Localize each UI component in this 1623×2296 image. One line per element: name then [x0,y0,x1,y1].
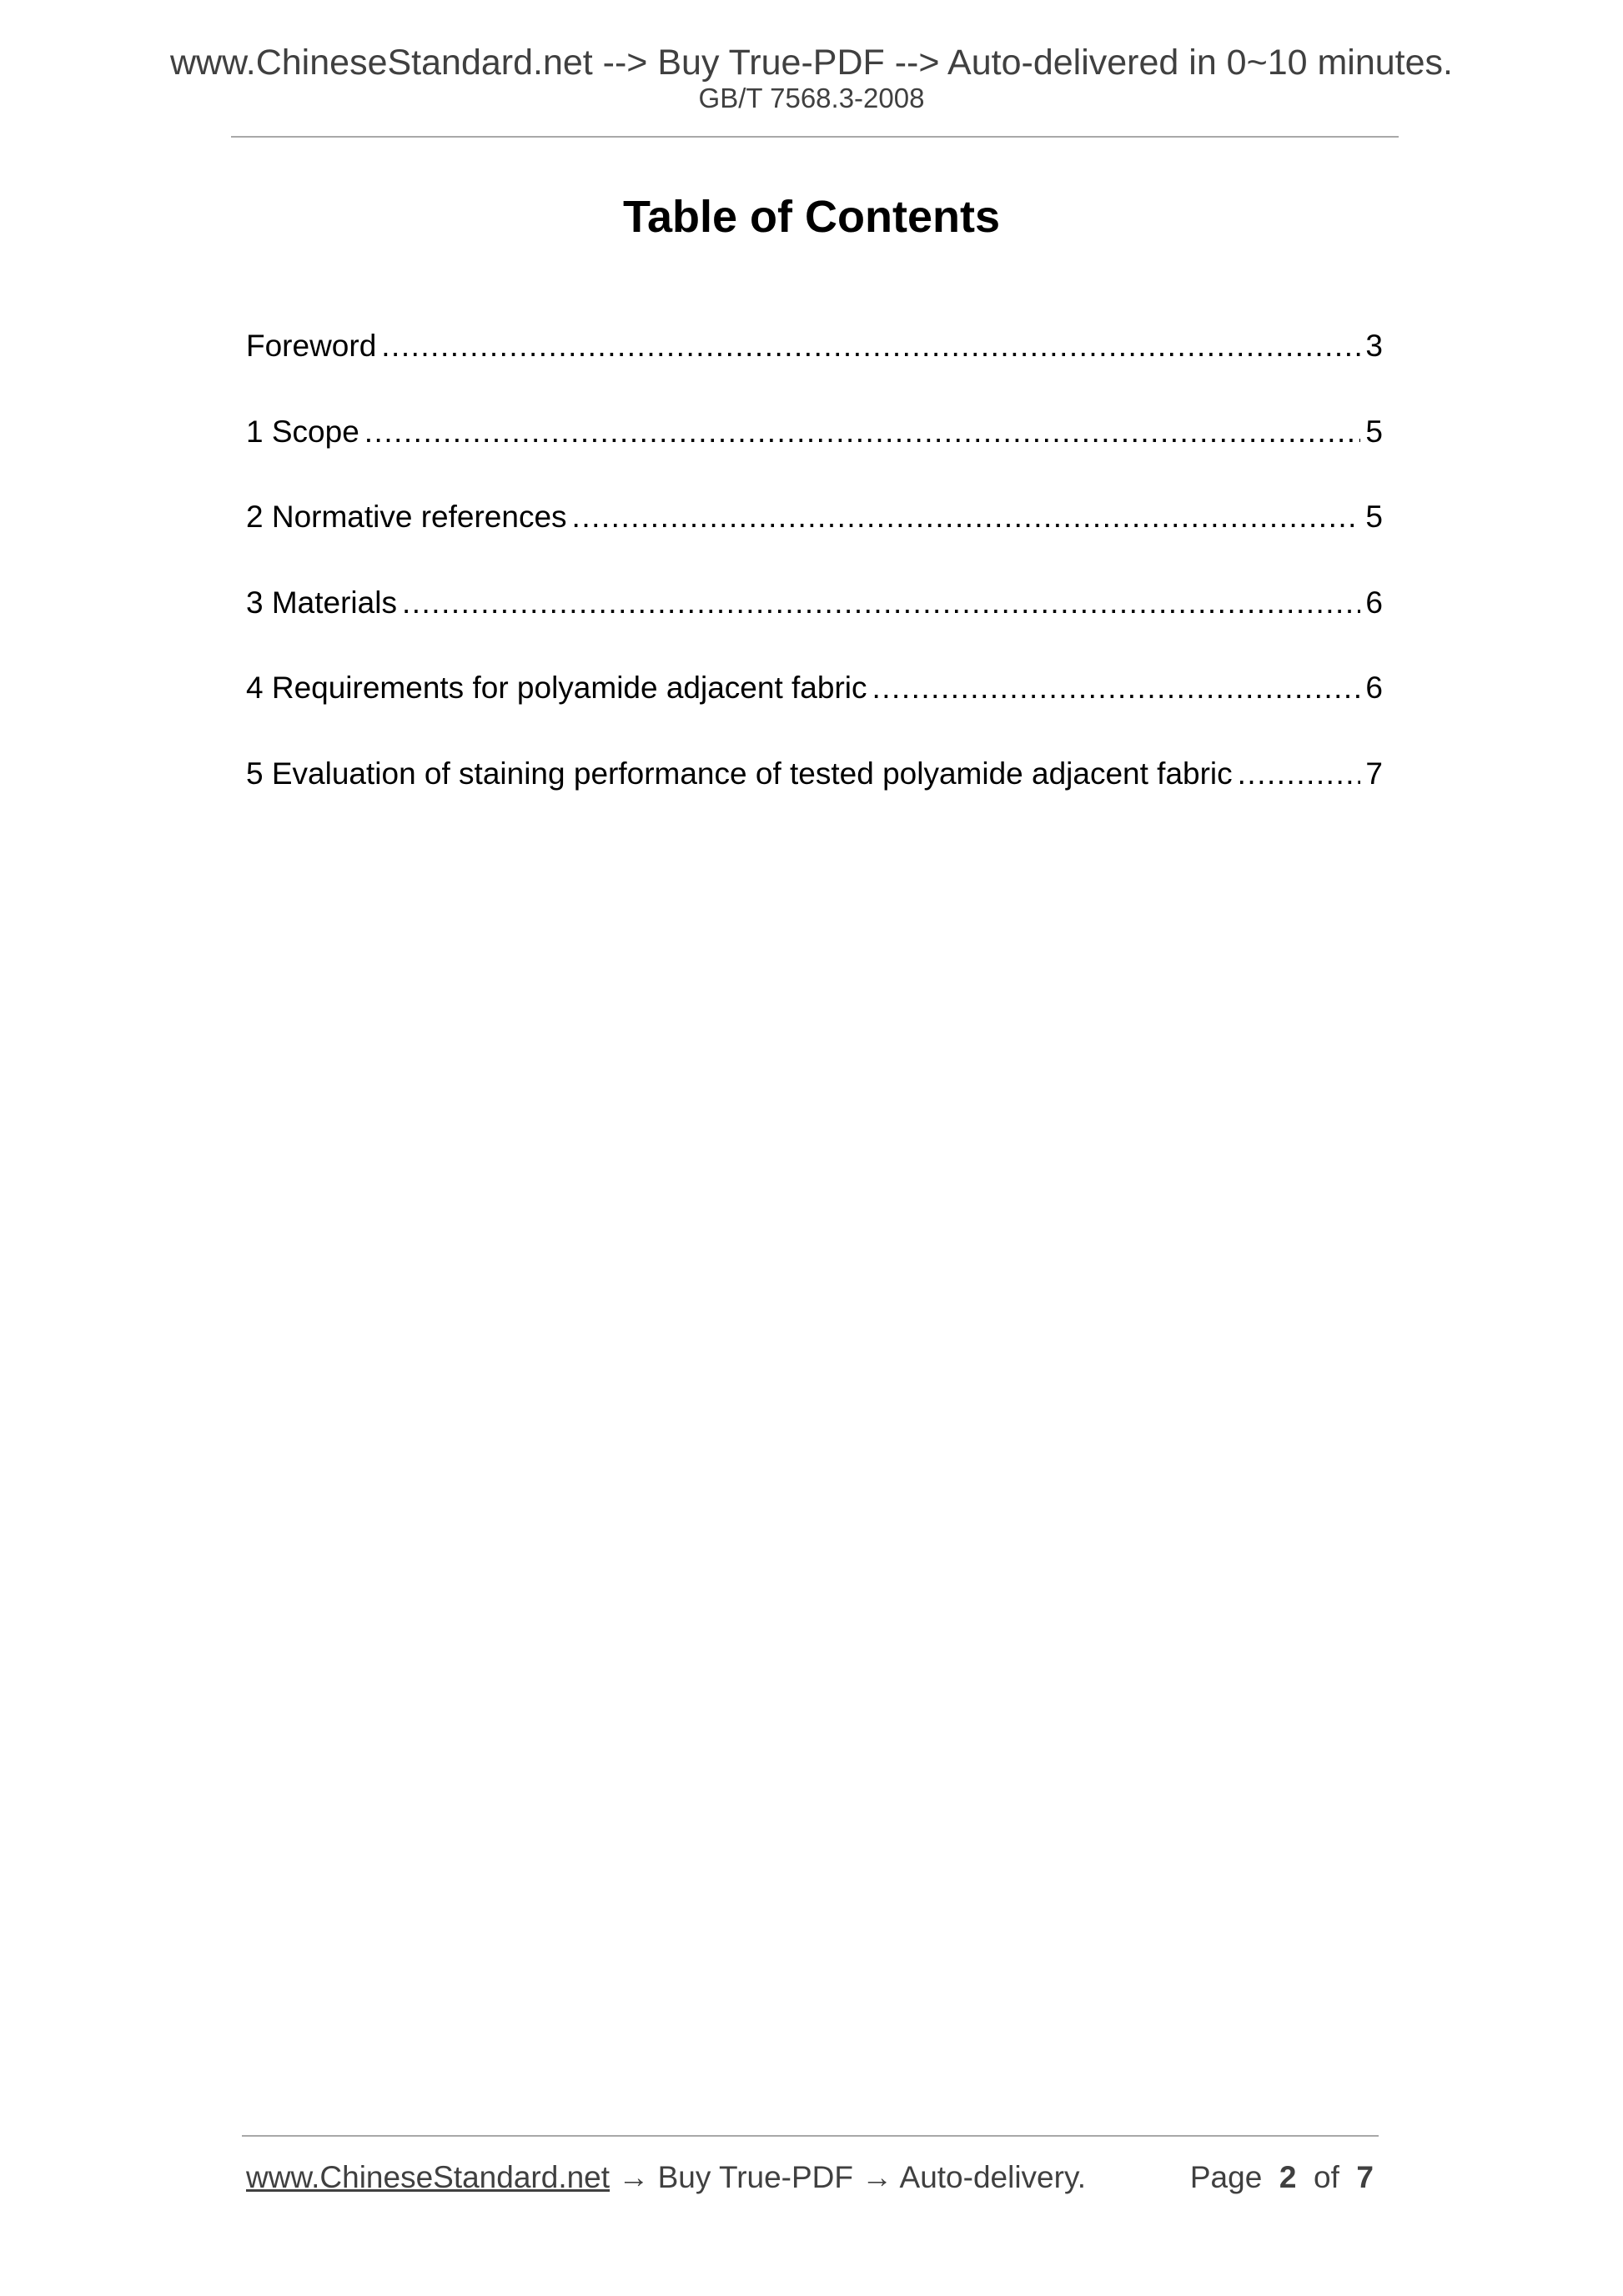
toc-entry-normative-references[interactable] [246,496,1383,582]
toc-entry-evaluation[interactable] [246,753,1383,839]
footer-tagline: → Buy True-PDF → Auto-delivery. [618,2160,1086,2194]
page-word: Page [1189,2160,1263,2194]
toc-entry-requirements[interactable] [246,667,1383,753]
toc-leader-dots [402,582,1360,624]
toc-entry-materials[interactable] [246,582,1383,668]
toc-leader-dots [381,325,1360,367]
toc-entry-label: 4 Requirements for polyamide adjacent fabric [246,671,867,706]
toc-entry-foreword[interactable] [246,325,1383,411]
toc-entry-scope[interactable] [246,411,1383,497]
toc-leader-dots [364,411,1361,453]
footer-site-link[interactable]: www.ChineseStandard.net [246,2160,611,2194]
toc-entry-page: 6 [1365,585,1383,620]
table-of-contents [246,325,1383,839]
page-title: Table of Contents [623,192,1000,242]
page-indicator [1190,2157,1374,2198]
toc-leader-dots [872,667,1361,709]
toc-entry-page: 7 [1365,756,1383,791]
toc-entry-label: 2 Normative references [246,500,567,535]
toc-leader-dots [572,496,1361,538]
header-banner: www.ChineseStandard.net --> Buy True-PDF --> Auto-delivered in 0~10 minutes. [169,43,1453,83]
toc-entry-page: 3 [1365,329,1383,363]
total-pages-number: 7 [1356,2160,1374,2194]
toc-entry-label: 1 Scope [246,414,359,449]
toc-entry-label: 5 Evaluation of staining performance of tested polyamide adjacent fabric [246,756,1233,791]
toc-entry-label: Foreword [246,329,377,363]
current-page-number: 2 [1279,2160,1297,2194]
document-code: GB/T 7568.3-2008 [698,83,925,113]
footer-divider [242,2135,1379,2137]
toc-entry-page: 5 [1365,414,1383,449]
page-footer [246,2157,1379,2198]
toc-entry-page: 5 [1365,500,1383,535]
of-word: of [1314,2160,1339,2194]
toc-entry-page: 6 [1365,671,1383,706]
header-divider [231,136,1399,138]
toc-entry-label: 3 Materials [246,585,397,620]
toc-leader-dots [1238,753,1361,795]
